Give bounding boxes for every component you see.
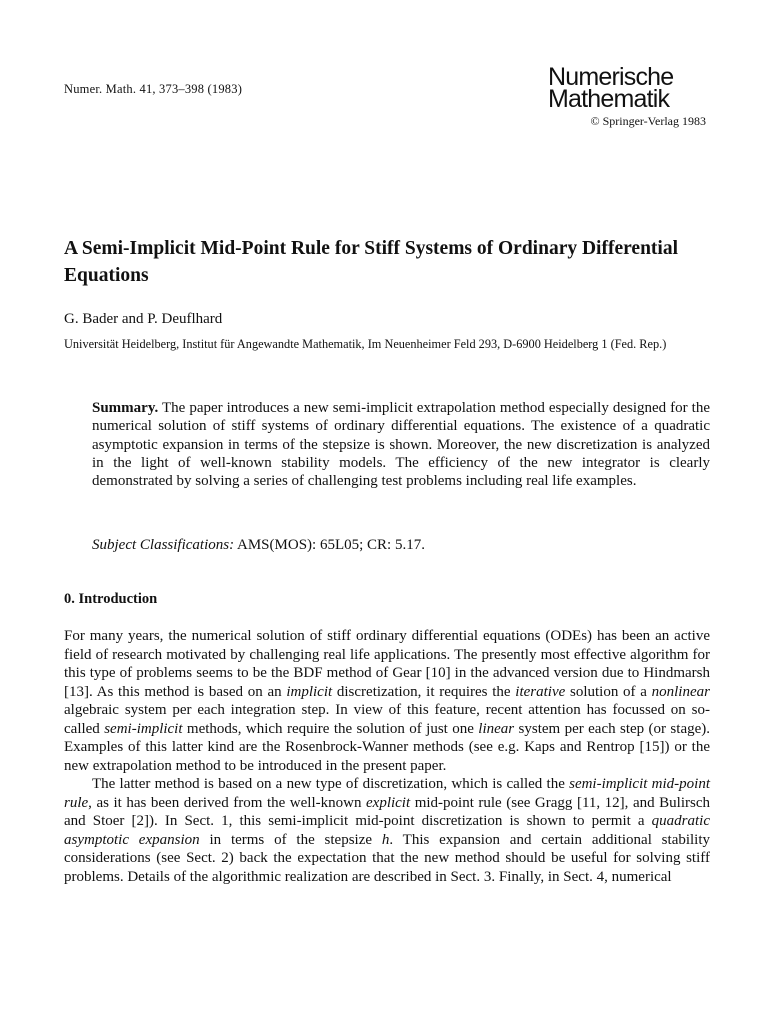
text-run: system per each step (or stage). Examples of this latter kind are the Rosenbrock-Wanner methods (see e.g. Kaps and Rentrop [15]) or the new extrapolation method to be introduced in the present paper. bbox=[64, 720, 710, 774]
text-run: The latter method is based on a new type of discretization, which is called the bbox=[92, 776, 570, 792]
text-run: For many years, the numerical solution of stiff ordinary differential equations (ODEs) has been an active field of research motivated by challenging real life applications. The presently most effective algorithm for this type of problems seems to be the BDF method of Gear [10] in the advanced version due to Hindmarsh [13]. As this method is based on an bbox=[64, 628, 710, 700]
text-run: solution of a bbox=[565, 683, 652, 700]
subject-label: Subject Classifications: bbox=[92, 537, 235, 553]
journal-name-line2: Mathematik bbox=[548, 85, 670, 113]
article-title: A Semi-Implicit Mid-Point Rule for Stiff Systems of Ordinary Differential Equations bbox=[64, 238, 679, 286]
journal-masthead bbox=[548, 63, 706, 129]
intro-paragraph-2 bbox=[64, 775, 710, 886]
subject-classifications bbox=[92, 537, 425, 554]
citation-line: Numer. Math. 41, 373–398 (1983) bbox=[64, 82, 243, 96]
text-run: in terms of the stepsize bbox=[199, 831, 382, 848]
emphasis: semi-implicit bbox=[104, 720, 183, 737]
summary-label: Summary. bbox=[92, 400, 159, 416]
emphasis: nonlinear bbox=[651, 683, 710, 700]
summary-text: The paper introduces a new semi-implicit extrapolation method especially designed for the numerical solution of stiff systems of ordinary differential equations. The existence of a quadratic asymptotic expansion in terms of the stepsize is shown. Moreover, the new discretization is analyzed in the light of well-known stability models. The efficiency of the new integrator is clearly demonstrated by solving a series of challenging test problems including real life examples. bbox=[92, 400, 710, 490]
emphasis: h bbox=[381, 831, 390, 848]
emphasis: quadratic asymptotic expansion bbox=[64, 813, 710, 848]
author-affiliation: Universität Heidelberg, Institut für Angewandte Mathematik, Im Neuenheimer Feld 293, D-6900 Heidelberg 1 (Fed. Rep.) bbox=[64, 337, 667, 351]
text-run: methods, which require the solution of just one bbox=[182, 720, 479, 737]
summary-paragraph bbox=[92, 399, 710, 490]
text-run: algebraic system per each integration step. In view of this feature, recent attention has focussed on so-called bbox=[64, 702, 710, 737]
subject-value: AMS(MOS): 65L05; CR: 5.17. bbox=[237, 537, 425, 553]
emphasis: implicit bbox=[286, 683, 333, 700]
emphasis: iterative bbox=[515, 683, 566, 700]
introduction-body bbox=[64, 627, 710, 886]
article-authors: G. Bader and P. Deuflhard bbox=[64, 311, 223, 327]
text-run: , as it has been derived from the well-known bbox=[88, 794, 366, 811]
text-run: mid-point rule (see Gragg [11, 12], and Bulirsch and Stoer [2]). In Sect. 1, this semi-implicit mid-point discretization is shown to permit a bbox=[64, 794, 710, 829]
journal-name-line1: Numerische bbox=[548, 63, 674, 91]
emphasis: linear bbox=[478, 720, 515, 737]
emphasis: explicit bbox=[366, 794, 411, 811]
emphasis: semi-implicit mid-point rule bbox=[64, 776, 710, 811]
section-heading-introduction: 0. Introduction bbox=[64, 591, 158, 607]
intro-paragraph-1 bbox=[64, 627, 710, 775]
publisher-copyright: © Springer-Verlag 1983 bbox=[590, 114, 706, 128]
text-run: discretization, it requires the bbox=[332, 683, 516, 700]
text-run: . This expansion and certain additional stability considerations (see Sect. 2) back the expectation that the new method should be useful for solving stiff problems. Details of the algorithmic realization are described in Sect. 3. Finally, in Sect. 4, numerical bbox=[64, 831, 711, 885]
